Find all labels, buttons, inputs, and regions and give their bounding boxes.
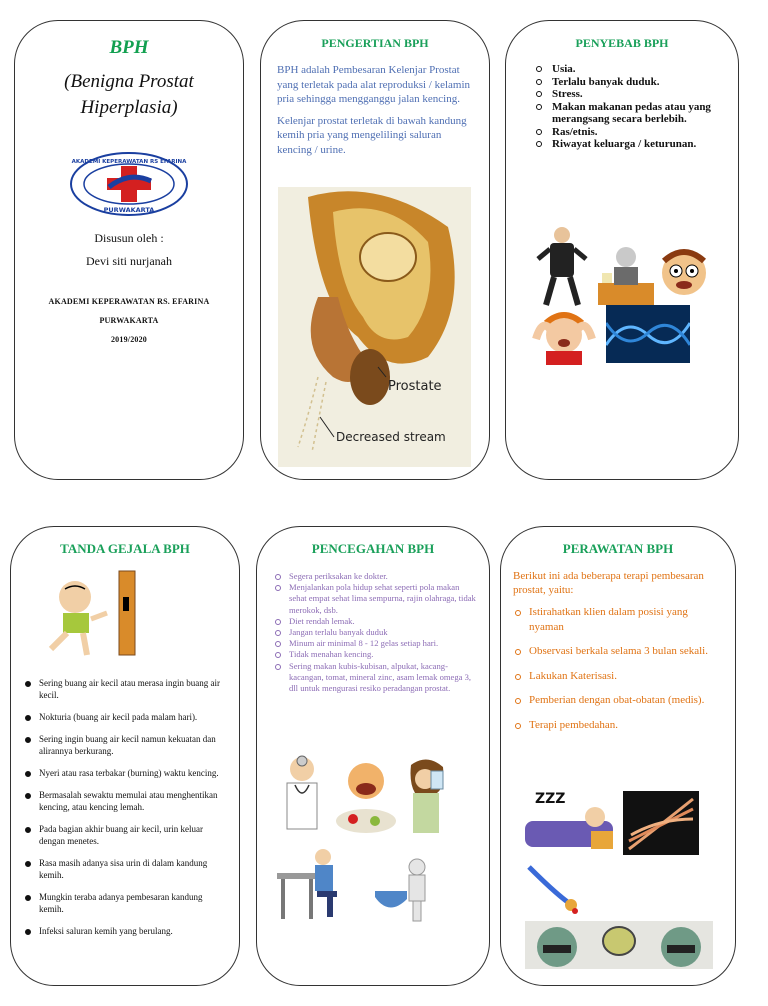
prevention-item: Minum air minimal 8 - 12 gelas setiap hari. bbox=[275, 638, 477, 649]
definition-title: PENGERTIAN BPH bbox=[321, 36, 429, 50]
toilet-man-image bbox=[369, 857, 451, 925]
prevention-item: Tidak menahan kencing. bbox=[275, 649, 477, 660]
symptom-item: Bermasalah sewaktu memulai atau menghentikan kencing, atau kencing lemah. bbox=[25, 789, 229, 813]
cause-item: Usia. bbox=[536, 63, 728, 76]
desk-man-image bbox=[277, 847, 349, 923]
prostate-label: Prostate bbox=[388, 379, 442, 394]
dna-image bbox=[606, 305, 690, 363]
symptom-item: Sering ingin buang air kecil namun kekuatan dan alirannya berkurang. bbox=[25, 733, 229, 757]
cause-item: Riwayat keluarga / keturunan. bbox=[536, 138, 728, 151]
cause-item: Ras/etnis. bbox=[536, 126, 728, 139]
urgent-toilet-image bbox=[37, 567, 147, 661]
cause-item: Makan makanan pedas atau yang merangsang secara berlebih. bbox=[536, 101, 728, 126]
medicine-image bbox=[525, 863, 587, 915]
prevention-item: Segera periksakan ke dokter. bbox=[275, 571, 477, 582]
treatment-title: PERAWATAN BPH bbox=[562, 541, 674, 556]
treatment-panel bbox=[500, 526, 736, 986]
definition-text bbox=[261, 63, 489, 157]
symptom-item: Pada bagian akhir buang air kecil, urin keluar dengan menetes. bbox=[25, 823, 229, 847]
cover-panel bbox=[14, 20, 244, 480]
treatment-item: Lakukan Katerisasi. bbox=[515, 669, 723, 684]
symptoms-title: TANDA GEJALA BPH bbox=[60, 541, 190, 556]
academy-logo bbox=[69, 151, 189, 217]
eating-man-image bbox=[335, 759, 397, 833]
prevention-item: Menjalankan pola hidup sehat seperti pola makan sehat empat sehat lima sempurna, rajin olahraga, tidak merokok, dsb. bbox=[275, 582, 477, 616]
sleep-zzz-text: ZZZ bbox=[535, 791, 566, 807]
definition-paragraph-2: Kelenjar prostat terletak di bawah kandung kemih pria yang mengelilingi saluran kencing / urine. bbox=[277, 114, 467, 156]
prevention-item: Diet rendah lemak. bbox=[275, 616, 477, 627]
cause-item: Terlalu banyak duduk. bbox=[536, 76, 728, 89]
prevention-title: PENCEGAHAN BPH bbox=[311, 541, 435, 556]
symptom-item: Rasa masih adanya sisa urin di dalam kandung kemih. bbox=[25, 857, 229, 881]
symptom-item: Sering buang air kecil atau merasa ingin buang air kecil. bbox=[25, 677, 229, 701]
definition-paragraph-1: BPH adalah Pembesaran Kelenjar Prostat yang terletak pada alat reproduksi / kelamin pria sehingga mengganggu jalan kencing. bbox=[277, 64, 471, 105]
sitting-man-image bbox=[598, 243, 654, 305]
prevention-list bbox=[257, 571, 489, 694]
symptoms-panel bbox=[10, 526, 240, 986]
logo-text-top: AKADEMI KEPERAWATAN RS EFARINA bbox=[71, 159, 187, 165]
causes-panel bbox=[505, 20, 739, 480]
symptom-item: Infeksi saluran kemih yang berulang. bbox=[25, 925, 229, 937]
cover-full-title: (Benigna Prostat Hiperplasia) bbox=[64, 71, 194, 118]
academic-year: 2019/2020 bbox=[110, 335, 148, 344]
symptom-item: Nokturia (buang air kecil pada malam hari). bbox=[25, 711, 229, 723]
treatment-item: Observasi berkala selama 3 bulan sekali. bbox=[515, 644, 723, 659]
cause-item: Stress. bbox=[536, 88, 728, 101]
elderly-man-image bbox=[536, 225, 588, 307]
surgery-image bbox=[525, 921, 713, 969]
worried-man-image bbox=[528, 309, 600, 365]
definition-panel bbox=[260, 20, 490, 480]
stressed-man-image bbox=[658, 247, 710, 305]
causes-list bbox=[506, 63, 738, 151]
drinking-woman-image bbox=[401, 757, 453, 837]
institution-city: PURWAKARTA bbox=[99, 316, 159, 325]
author-name: Devi siti nurjanah bbox=[86, 254, 172, 268]
cover-bph-heading: BPH bbox=[109, 37, 149, 58]
institution-name: AKADEMI KEPERAWATAN RS. EFARINA bbox=[48, 297, 210, 306]
doctor-image bbox=[277, 755, 327, 835]
sleeping-person-image bbox=[521, 781, 617, 853]
treatment-item: Istirahatkan klien dalam posisi yang nyaman bbox=[515, 605, 723, 634]
causes-title: PENYEBAB BPH bbox=[575, 36, 669, 50]
symptom-item: Mungkin teraba adanya pembesaran kandung kemih. bbox=[25, 891, 229, 915]
treatment-item: Terapi pembedahan. bbox=[515, 718, 723, 733]
logo-text-bottom: PURWAKARTA bbox=[103, 206, 155, 214]
treatment-list bbox=[501, 605, 735, 732]
symptom-item: Nyeri atau rasa terbakar (burning) waktu kencing. bbox=[25, 767, 229, 779]
treatment-item: Pemberian dengan obat-obatan (medis). bbox=[515, 693, 723, 708]
prevention-panel bbox=[256, 526, 490, 986]
catheter-image bbox=[623, 791, 699, 855]
prevention-item: Jangan terlalu banyak duduk bbox=[275, 627, 477, 638]
disusun-label: Disusun oleh : bbox=[94, 231, 164, 245]
symptoms-list bbox=[11, 677, 239, 947]
prostate-anatomy-image bbox=[278, 187, 471, 467]
prevention-item: Sering makan kubis-kubisan, alpukat, kacang-kacangan, tomat, mineral zinc, asam lemak omega 3, dll untuk mengurasi resiko peradangan prostat. bbox=[275, 661, 477, 695]
decreased-stream-label: Decreased stream bbox=[336, 430, 446, 444]
treatment-intro: Berikut ini ada beberapa terapi pembesaran prostat, yaitu: bbox=[513, 570, 704, 596]
